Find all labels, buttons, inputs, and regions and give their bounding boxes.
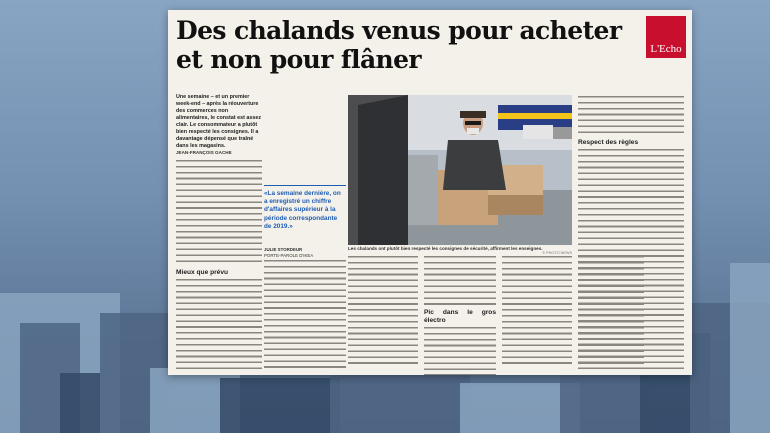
photo-credit: © PHOTO NEWS: [542, 251, 572, 255]
text-lines: [176, 279, 262, 369]
body-column: [264, 260, 346, 368]
article-headline: [176, 16, 636, 74]
subhead: Mieux que prévu: [176, 269, 229, 276]
quote-author-role: PORTE-PAROLE D'IKEA: [264, 253, 314, 258]
text-lines: [348, 256, 418, 368]
quote-attribution: [264, 247, 346, 259]
article-lead: Une semaine – et un premier week-end – après la réouverture des commerces non alimentaires, le constat est assez clair. Le consommateur a plutôt bien respecté les consignes. Il a davantage dépensé que traîné dans les magasins.: [176, 94, 262, 149]
text-lines: [502, 256, 572, 368]
subhead: Respect des règles: [578, 139, 639, 146]
body-column: [176, 160, 262, 369]
building: [330, 373, 470, 433]
pull-quote: «La semaine dernière, on a enregistré un chiffre d'affaires supérieur à la période correspondante de 2019.»: [264, 190, 341, 230]
quote-rule: [264, 185, 346, 186]
building: [730, 263, 770, 433]
caption-text: Les chalands ont plutôt bien respecté les consignes de sécurité, affirment les enseignes.: [348, 246, 543, 251]
article-author: JEAN-FRANÇOIS GACHE: [176, 150, 232, 155]
newspaper-logo: [646, 16, 686, 58]
body-column: [348, 256, 418, 368]
text-lines: [578, 149, 684, 369]
photo-caption: [348, 246, 572, 255]
text-lines: [264, 260, 346, 368]
newspaper-page: [168, 10, 692, 375]
subhead: Pic dans le gros électro: [424, 309, 496, 324]
text-lines: [424, 327, 496, 375]
quote-author-name: JULIE STORDEUR: [264, 247, 303, 252]
body-column: [424, 256, 496, 375]
article-photo: [348, 95, 572, 245]
body-column: [578, 96, 684, 369]
headline-line: Des chalands venus pour acheter: [176, 16, 622, 45]
building: [220, 378, 340, 433]
photo-illustration: [348, 95, 572, 245]
building: [60, 373, 100, 433]
headline-line: et non pour flâner: [176, 45, 421, 74]
text-lines: [176, 160, 262, 266]
body-column: [502, 256, 572, 368]
text-lines: [578, 96, 684, 136]
text-lines: [424, 256, 496, 306]
logo-text: L'Echo: [650, 43, 682, 55]
